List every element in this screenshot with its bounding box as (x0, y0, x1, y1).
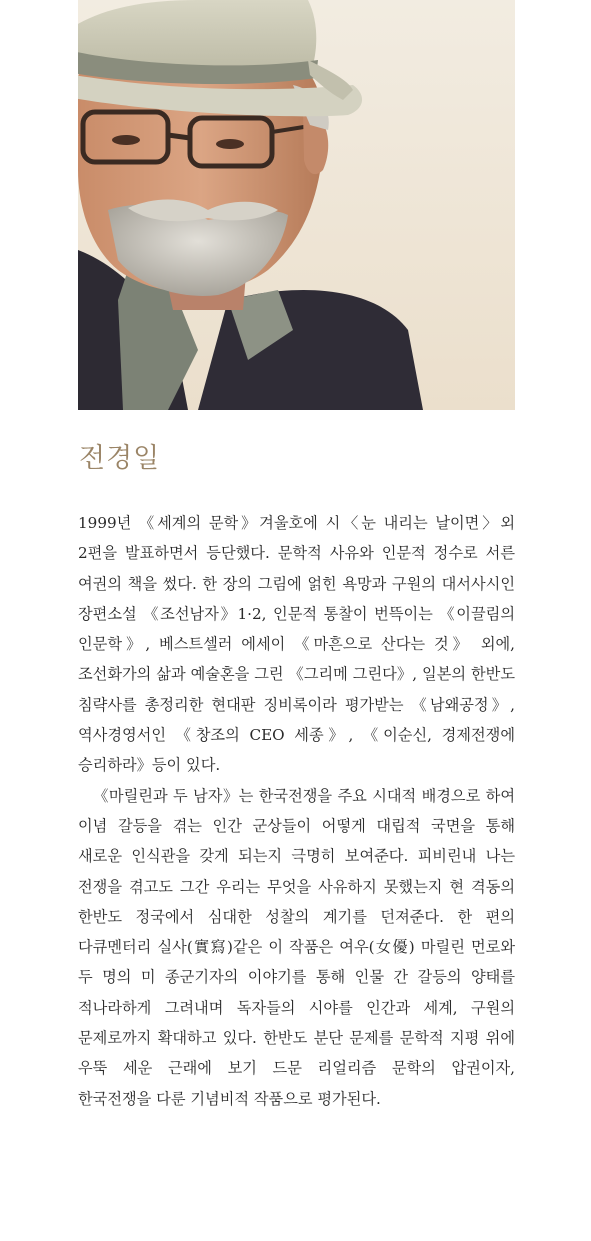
author-biography (78, 508, 515, 1114)
biography-paragraph: 1999년 《세계의 문학》겨울호에 시〈눈 내리는 날이면〉외 2편을 발표하면서 등단했다. 문학적 사유와 인문적 정수로 서른 여권의 책을 썼다. 한 장의 그림에 얽힌 욕망과 구원의 대서사시인 장편소설 《조선남자》1·2, 인문적 통찰이 번뜩이는 《이끌림의 인문학》, 베스트셀러 에세이 《마흔으로 산다는 것》 외에, 조선화가의 삶과 예술혼을 그린 《그리메 그린다》, 일본의 한반도 침략사를 총정리한 현대판 징비록이라 평가받는 《남왜공정》, 역사경영서인 《창조의 CEO 세종》, 《이순신, 경제전쟁에 승리하라》등이 있다. (78, 514, 515, 775)
book-description-paragraph: 《마릴린과 두 남자》는 한국전쟁을 주요 시대적 배경으로 하여 이념 갈등을 겪는 인간 군상들이 어떻게 대립적 국면을 통해 새로운 인식관을 갖게 되는지 극명히 보여준다. 피비린내 나는 전쟁을 겪고도 그간 우리는 무엇을 사유하지 못했는지 현 격동의 한반도 정국에서 심대한 성찰의 계기를 던져준다. 한 편의 다큐멘터리 실사(實寫)같은 이 작품은 여우(女優) 마릴린 먼로와 두 명의 미 종군기자의 이야기를 통해 인물 간 갈등의 양태를 적나라하게 그려내며 독자들의 시야를 인간과 세계, 구원의 문제로까지 확대하고 있다. 한반도 분단 문제를 문학적 지평 위에 우뚝 세운 근래에 보기 드문 리얼리즘 문학의 압권이자, 한국전쟁을 다룬 기념비적 작품으로 평가된다. (78, 786, 515, 1108)
author-name: 전경일 (79, 443, 161, 474)
author-photo (78, 0, 515, 410)
